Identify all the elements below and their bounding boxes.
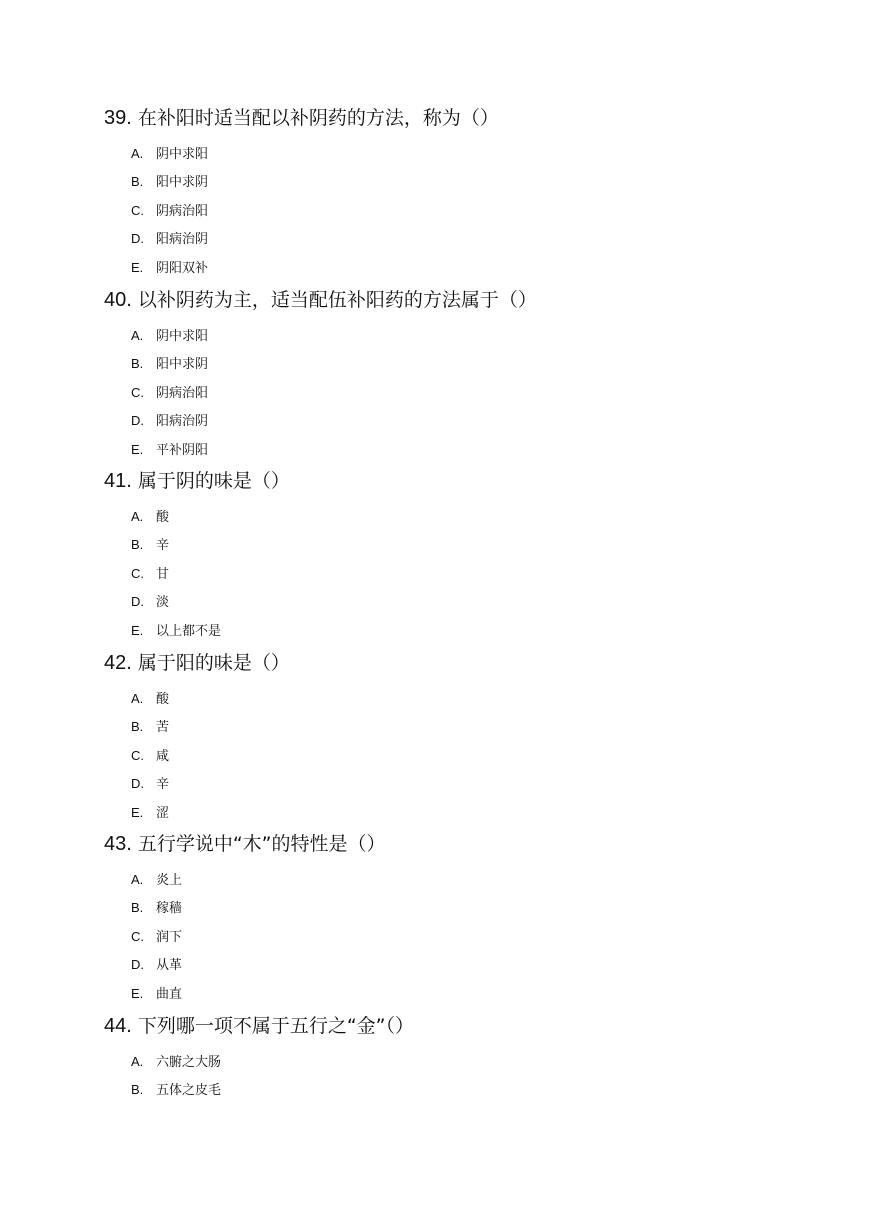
option-e (104, 254, 824, 282)
option-a (104, 503, 824, 531)
option-text: 曲直 (156, 986, 183, 1002)
option-b (104, 894, 824, 922)
question-title (104, 651, 824, 675)
question-number: 39. (104, 107, 132, 129)
option-letter: A. (131, 328, 144, 343)
question-41 (104, 469, 824, 645)
option-a (104, 866, 824, 894)
option-letter: E. (131, 804, 144, 820)
question-title (104, 469, 824, 493)
option-c (104, 742, 824, 770)
option-letter: C. (131, 565, 144, 581)
question-42 (104, 651, 824, 827)
option-d (104, 588, 824, 616)
option-text: 咸 (156, 748, 170, 764)
option-list (104, 503, 824, 645)
question-39 (104, 106, 824, 282)
option-text: 阴病治阳 (156, 385, 209, 401)
option-letter: A. (131, 146, 144, 161)
option-letter: B. (131, 900, 144, 916)
option-text: 阴中求阳 (156, 147, 209, 162)
question-44 (104, 1014, 824, 1105)
option-letter: E. (131, 259, 144, 275)
option-b (104, 168, 824, 196)
question-number: 44. (104, 1015, 132, 1037)
option-text: 以上都不是 (156, 623, 222, 639)
option-b (104, 531, 824, 559)
option-d (104, 407, 824, 435)
option-c (104, 560, 824, 588)
option-text: 苦 (156, 720, 170, 736)
option-d (104, 225, 824, 253)
option-letter: C. (131, 384, 144, 400)
option-text: 淡 (156, 595, 170, 611)
option-letter: E. (131, 622, 144, 638)
option-letter: D. (131, 413, 144, 429)
option-text: 稼穑 (156, 901, 183, 917)
option-letter: D. (131, 776, 144, 792)
option-list (104, 866, 824, 1008)
option-e (104, 436, 824, 464)
question-number: 40. (104, 289, 132, 311)
option-text: 涩 (156, 805, 170, 821)
option-text: 五体之皮毛 (156, 1083, 222, 1099)
option-a (104, 322, 824, 350)
option-letter: C. (131, 202, 144, 218)
question-number: 41. (104, 470, 132, 492)
option-letter: D. (131, 594, 144, 610)
question-text: 属于阳的味是（） (137, 652, 290, 674)
option-text: 甘 (156, 566, 170, 582)
option-list (104, 322, 824, 464)
question-text: 五行学说中“木”的特性是（） (137, 833, 386, 855)
option-b (104, 713, 824, 741)
option-b (104, 350, 824, 378)
option-text: 平补阴阳 (156, 442, 209, 458)
option-e (104, 980, 824, 1008)
option-a (104, 685, 824, 713)
option-text: 阴阳双补 (156, 260, 209, 276)
option-text: 辛 (156, 777, 170, 793)
option-a (104, 140, 824, 168)
question-40 (104, 288, 824, 464)
question-43 (104, 832, 824, 1008)
option-text: 阳病治阴 (156, 414, 209, 430)
option-letter: C. (131, 928, 144, 944)
option-letter: B. (131, 719, 144, 735)
option-letter: B. (131, 537, 144, 553)
option-letter: B. (131, 1082, 144, 1098)
option-text: 酸 (156, 692, 170, 707)
question-title (104, 288, 824, 312)
option-letter: A. (131, 872, 144, 887)
question-number: 43. (104, 833, 132, 855)
option-text: 阳病治阴 (156, 232, 209, 248)
option-letter: C. (131, 747, 144, 763)
option-text: 阴病治阳 (156, 203, 209, 219)
option-letter: B. (131, 174, 144, 190)
question-title (104, 832, 824, 856)
option-d (104, 770, 824, 798)
option-text: 阴中求阳 (156, 329, 209, 344)
question-text: 属于阴的味是（） (137, 470, 290, 492)
question-title (104, 1014, 824, 1038)
option-text: 从革 (156, 958, 183, 974)
question-title (104, 106, 824, 130)
option-a (104, 1048, 824, 1076)
question-text: 下列哪一项不属于五行之“金”（） (137, 1015, 414, 1037)
option-letter: E. (131, 441, 144, 457)
option-c (104, 923, 824, 951)
question-text: 在补阳时适当配以补阴药的方法，称为（） (137, 107, 499, 129)
option-list (104, 140, 824, 282)
option-e (104, 799, 824, 827)
option-letter: D. (131, 231, 144, 247)
option-text: 阳中求阴 (156, 357, 209, 373)
option-text: 炎上 (156, 873, 183, 888)
option-list (104, 1048, 824, 1105)
option-text: 阳中求阴 (156, 175, 209, 191)
question-text: 以补阴药为主，适当配伍补阳药的方法属于（） (137, 289, 537, 311)
option-b (104, 1076, 824, 1104)
option-d (104, 951, 824, 979)
option-text: 辛 (156, 538, 170, 554)
question-number: 42. (104, 652, 132, 674)
option-text: 六腑之大肠 (156, 1055, 222, 1070)
option-letter: A. (131, 509, 144, 524)
option-letter: E. (131, 985, 144, 1001)
option-c (104, 197, 824, 225)
option-letter: B. (131, 356, 144, 372)
option-text: 酸 (156, 510, 170, 525)
option-list (104, 685, 824, 827)
option-letter: A. (131, 691, 144, 706)
option-e (104, 617, 824, 645)
option-letter: D. (131, 957, 144, 973)
option-letter: A. (131, 1054, 144, 1069)
option-c (104, 379, 824, 407)
option-text: 润下 (156, 929, 183, 945)
